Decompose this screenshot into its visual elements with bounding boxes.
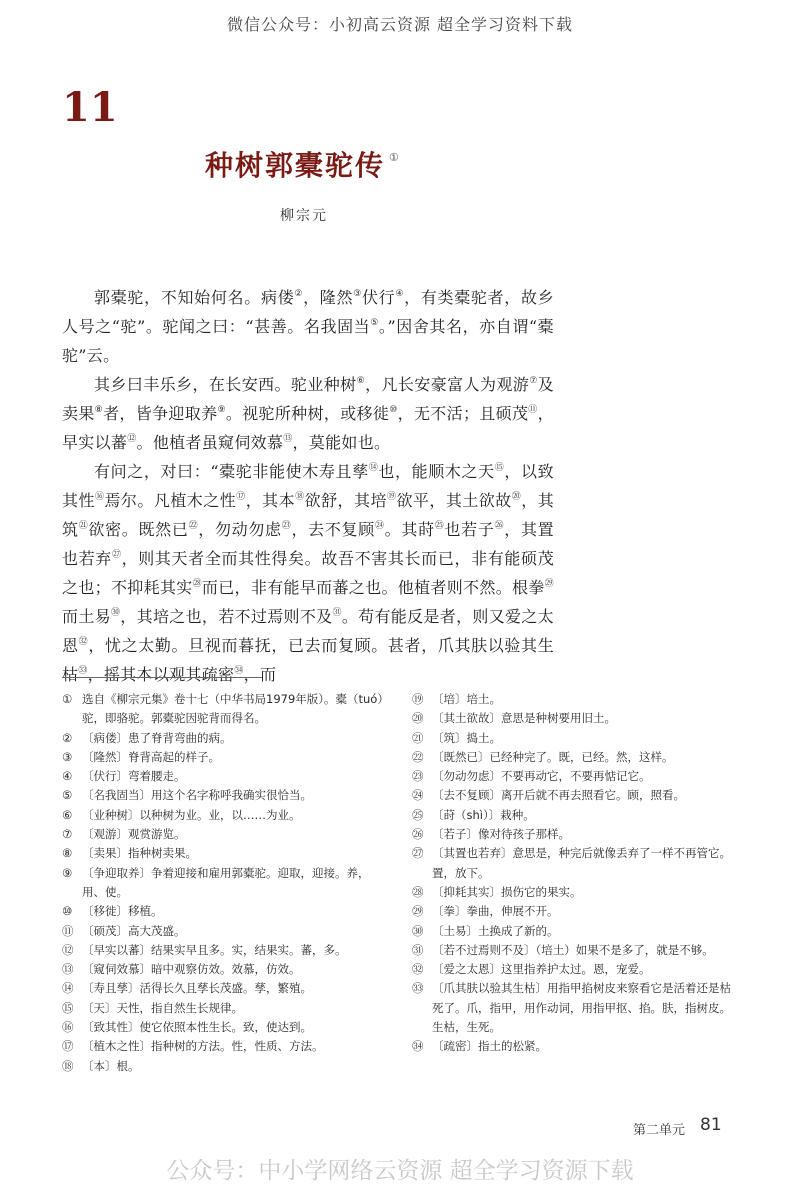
footnote-number: ㉕ [412, 807, 424, 822]
text-run: ，其培之也，若不过焉则不及 [120, 607, 333, 626]
footnote-text: 〔观游〕观赏游览。 [82, 827, 186, 842]
note-marker: ㉛ [332, 608, 342, 618]
footnote-text: 〔莳（shì）〕栽种。 [432, 807, 535, 822]
text-run: ，勿动勿虑 [198, 520, 282, 539]
note-marker: ③ [353, 289, 362, 299]
note-marker: ⑤ [370, 318, 379, 328]
footnote-number: ⑨ [62, 865, 73, 880]
footnote [412, 902, 738, 921]
text-run: 而已，非有能早而蕃之也。他植者则不然。根拳 [201, 578, 545, 597]
footnote [412, 690, 738, 709]
text-run: 。他植者虽窥伺效慕 [136, 433, 284, 452]
footnote-number: ㉑ [412, 730, 424, 745]
text-run: 焉尔。凡植木之性 [104, 491, 237, 510]
title-text: 种树郭橐驼传 [205, 149, 386, 182]
footnote-text: 〔土易〕土换成了新的。 [432, 923, 559, 938]
footnote-text: 〔致其性〕使它依照本性生长。致，使达到。 [82, 1020, 312, 1035]
footnote [62, 767, 392, 786]
text-run: 也，能顺木之天 [378, 462, 495, 481]
text-run: 伏行 [361, 288, 396, 307]
footnote [412, 748, 738, 767]
footnote [62, 999, 392, 1018]
note-marker: ⑧ [94, 405, 104, 415]
footnote-text: 〔窥伺效慕〕暗中观察仿效。效慕，仿效。 [82, 962, 301, 977]
text-run: ，有类橐驼者，故乡人号之“驼”。驼闻之曰：“甚善。名我固当 [62, 288, 554, 336]
text-run: 而土易 [62, 607, 111, 626]
text-run: 其乡曰丰乐乡，在长安西。驼业种树 [94, 375, 357, 394]
footnote-number: ㉓ [412, 769, 424, 784]
footnote-text: 〔若子〕像对待孩子那样。 [432, 827, 570, 842]
footnote [412, 883, 738, 902]
title-note-marker: ① [389, 151, 401, 164]
footnote-number: ㉖ [412, 827, 424, 842]
text-run: 。视驼所种树，或移徙 [225, 404, 390, 423]
footnote [412, 1037, 738, 1056]
footnote-text: 〔去不复顾〕离开后就不再去照看它。顾，照看。 [432, 788, 685, 803]
footnote [62, 979, 392, 998]
footnote-text: 〔培〕培土。 [432, 692, 501, 706]
watermark-top: 微信公众号：小初高云资源 超全学习资料下载 [226, 15, 574, 34]
note-marker: ⑫ [127, 434, 137, 444]
author: 柳宗元 [280, 208, 328, 224]
footnote-text: 〔争迎取养〕争着迎接和雇用郭橐驼。迎取，迎接。养，用、使。 [82, 865, 370, 899]
footnote-text: 〔病偻〕患了脊背弯曲的病。 [82, 730, 232, 745]
footnote-text: 〔寿且孳〕活得长久且孳长茂盛。孳，繁殖。 [82, 981, 312, 996]
footnote [62, 960, 392, 979]
footnote-text: 〔爪其肤以验其生枯〕用指甲掐树皮来察看它是活着还是枯死了。爪，指甲，用作动词，用指甲抠、掐。肤，指树皮。生枯，生死。 [432, 981, 731, 1035]
footnote-number: ⑤ [62, 788, 73, 803]
text-run: 欲平，其土欲故 [396, 491, 512, 510]
footnote-number: ⑦ [62, 827, 73, 842]
footnote [412, 960, 738, 979]
footnote [62, 844, 392, 863]
note-marker: ㉝ [78, 666, 88, 676]
footnote-text: 〔业种树〕以种树为业。业，以……为业。 [82, 807, 301, 822]
footnote-number: ⑱ [62, 1058, 74, 1073]
footnote-text: 选自《柳宗元集》卷十七（中华书局1979年版）。橐（tuó）驼，即骆驼。郭橐驼因驼背而得名。 [82, 692, 389, 726]
footnote [62, 825, 392, 844]
footnote-number: ⑪ [62, 923, 74, 938]
note-marker: ⑪ [528, 405, 538, 415]
body-text [62, 283, 554, 689]
footnote-number: ㉔ [412, 788, 424, 803]
footnote-divider [62, 677, 262, 678]
footnote-number: ⑧ [62, 846, 73, 861]
footnote-text: 〔名我固当〕用这个名字称呼我确实很恰当。 [82, 788, 312, 803]
footnote-number: ⑫ [62, 942, 74, 957]
footnote [62, 902, 392, 921]
footnote-text: 〔勿动勿虑〕不要再动它，不要再惦记它。 [432, 769, 651, 784]
footnote [412, 922, 738, 941]
footnote-text: 〔疏密〕指土的松紧。 [432, 1039, 547, 1054]
footnote-text: 〔若不过焉则不及〕（培土）如果不是多了，就是不够。 [432, 942, 714, 957]
text-run: 也若子 [444, 520, 495, 539]
footnote [62, 864, 392, 903]
footnote-number: ⑩ [62, 904, 73, 919]
footnote [62, 748, 392, 767]
note-marker: ㉘ [192, 579, 202, 589]
text-run: ，隆然 [303, 288, 354, 307]
footnotes-right [412, 690, 738, 1057]
text-run: ，无不活；且硕茂 [397, 404, 529, 423]
footnote [412, 806, 738, 825]
footnote-text: 〔植木之性〕指种树的方法。性，性质、方法。 [82, 1039, 324, 1054]
footnote [62, 690, 392, 729]
note-marker: ② [294, 289, 304, 299]
footnote [62, 1057, 392, 1076]
footnote [412, 786, 738, 805]
note-marker: ㉓ [281, 521, 292, 531]
text-run: 。”因舍其名，亦自谓“橐驼”云。 [62, 317, 554, 365]
footnote-text: 〔隆然〕脊背高起的样子。 [82, 749, 220, 764]
text-run: ，其本 [245, 491, 296, 510]
paragraph [62, 283, 554, 370]
text-run: ，摇其本以观其疏密 [87, 665, 235, 684]
footnote-number: ① [62, 692, 73, 706]
footnote [62, 729, 392, 748]
text-run: ，其置也若弃 [62, 520, 554, 568]
note-marker: ㉜ [78, 637, 89, 647]
footnote-number: ⑯ [62, 1020, 74, 1035]
text-run: ，以致其性 [62, 462, 554, 510]
note-marker: ⑦ [529, 376, 538, 386]
note-marker: ⑬ [283, 434, 293, 444]
footnote-number: ㉗ [412, 846, 424, 861]
text-run: ，莫能如也。 [292, 433, 391, 452]
footnote [62, 1018, 392, 1037]
footnote [412, 729, 738, 748]
note-marker: ⑳ [511, 492, 522, 502]
footnote-text: 〔拳〕拳曲，伸展不开。 [432, 904, 559, 919]
note-marker: ㉚ [110, 608, 121, 618]
text-run: 欲舒，其培 [304, 491, 387, 510]
footnote-number: ㉞ [412, 1039, 424, 1054]
footnote-text: 〔筑〕捣土。 [432, 730, 501, 745]
note-marker: ⑰ [236, 492, 246, 502]
note-marker: ㉒ [188, 521, 199, 531]
footer-unit: 第二单元 [633, 1123, 686, 1138]
footnote-text: 〔伏行〕弯着腰走。 [82, 769, 186, 784]
text-run: 欲密。既然已 [88, 520, 189, 539]
text-run: ，则其天者全而其性得矣。故吾不害其长而已，非有能硕茂之也；不抑耗其实 [62, 549, 554, 597]
note-marker: ⑨ [217, 405, 226, 415]
footnote [412, 844, 738, 883]
footnote-text: 〔早实以蕃〕结果实早且多。实，结果实。蕃，多。 [82, 942, 347, 957]
footnote [412, 979, 738, 1037]
note-marker: ⑭ [368, 463, 379, 473]
footnote-text: 〔天〕天性，指自然生长规律。 [82, 1000, 243, 1015]
footnote-number: ⑮ [62, 1000, 74, 1015]
lesson-number: 11 [62, 84, 118, 131]
text-run: 者，皆争迎取养 [103, 404, 218, 423]
footnote-number: ㉚ [412, 923, 424, 938]
footnote-text: 〔本〕根。 [82, 1058, 140, 1073]
footnote-text: 〔既然已〕已经种完了。既，已经。然，这样。 [432, 749, 674, 764]
footnotes-left [62, 690, 392, 1076]
note-marker: ⑯ [94, 492, 105, 502]
footnote [62, 786, 392, 805]
note-marker: ⑲ [386, 492, 397, 502]
footnote-number: ⑳ [412, 711, 424, 726]
footnote-text: 〔硕茂〕高大茂盛。 [82, 923, 186, 938]
note-marker: ⑱ [295, 492, 305, 502]
footnote [412, 941, 738, 960]
paragraph [62, 370, 554, 457]
text-run: ，凡长安豪富人为观游 [365, 375, 530, 394]
text-run: 郭橐驼，不知始何名。病偻 [94, 288, 295, 307]
footnote-number: ⑬ [62, 962, 74, 977]
text-run: ，忧之太勤。旦视而暮抚，已去而复顾。甚者，爪其肤以验其生枯 [62, 636, 554, 684]
footnote-number: ㉙ [412, 904, 424, 919]
note-marker: ㉞ [234, 666, 244, 676]
text-run: 及卖果 [62, 375, 554, 423]
paragraph [62, 457, 554, 689]
footnote-text: 〔其置也若弃〕意思是，种完后就像丢弃了一样不再管它。置，放下。 [432, 846, 731, 880]
footnote [62, 922, 392, 941]
footnote [412, 709, 738, 728]
page-number: 81 [700, 1115, 722, 1135]
page-title [205, 144, 401, 184]
footnote-text: 〔其土欲故〕意思是种树要用旧土。 [432, 711, 616, 726]
footnote-number: ② [62, 730, 73, 745]
footnote-number: ⑥ [62, 807, 73, 822]
footnote [412, 767, 738, 786]
text-run: ，早实以蕃 [62, 404, 554, 452]
footnote-number: ⑰ [62, 1039, 74, 1054]
text-run: 。苟有能反是者，则又爱之太恩 [62, 607, 554, 655]
note-marker: ⑮ [494, 463, 505, 473]
text-run: ，而 [243, 665, 277, 684]
note-marker: ㉑ [78, 521, 89, 531]
footnote-text: 〔抑耗其实〕损伤它的果实。 [432, 884, 582, 899]
footnote-number: ③ [62, 749, 73, 764]
footnote-number: ㉜ [412, 962, 424, 977]
text-run: 有问之，对曰：“橐驼非能使木寿且孳 [94, 462, 369, 481]
note-marker: ⑩ [389, 405, 398, 415]
note-marker: ㉕ [434, 521, 445, 531]
footnote-text: 〔卖果〕指种树卖果。 [82, 846, 197, 861]
note-marker: ⑥ [356, 376, 366, 386]
footnote-number: ⑲ [412, 692, 424, 706]
footnote-number: ④ [62, 769, 73, 784]
footnote-number: ㉛ [412, 942, 424, 957]
note-marker: ㉗ [111, 550, 122, 560]
watermark-bottom: 公众号：中小学网络云资源 超全学习资源下载 [166, 1158, 634, 1184]
footnote [62, 1037, 392, 1056]
footnote-number: ㉒ [412, 749, 424, 764]
footnote-number: ㉝ [412, 981, 424, 996]
footnote-number: ⑭ [62, 981, 74, 996]
note-marker: ㉔ [374, 521, 385, 531]
footnote [62, 941, 392, 960]
note-marker: ㉖ [494, 521, 505, 531]
text-run: ，其筑 [62, 491, 554, 539]
footnote-text: 〔爱之太恩〕这里指养护太过。恩，宠爱。 [432, 962, 651, 977]
text-run: ，去不复顾 [291, 520, 375, 539]
note-marker: ④ [395, 289, 405, 299]
footnote-text: 〔移徙〕移植。 [82, 904, 163, 919]
footnote-number: ㉘ [412, 884, 424, 899]
footnote [412, 825, 738, 844]
footnote [62, 806, 392, 825]
text-run: 。其莳 [384, 520, 435, 539]
note-marker: ㉙ [544, 579, 554, 589]
